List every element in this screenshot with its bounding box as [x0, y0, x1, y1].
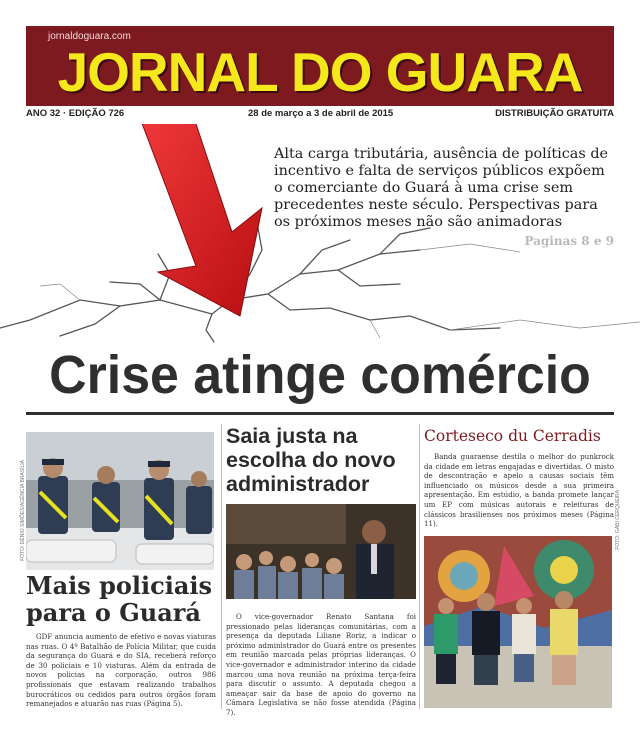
police-photo[interactable] — [26, 432, 214, 570]
edition-dates: 28 de março a 3 de abril de 2015 — [248, 108, 394, 119]
band-photo[interactable] — [424, 536, 612, 708]
corteseco-headline[interactable]: Corteseco du Cerradis — [424, 427, 601, 445]
band-photo-credit: FOTO: GABI CERQUEIRA — [615, 490, 621, 550]
masthead — [26, 26, 614, 106]
lead-paragraph: Alta carga tributária, ausência de políticas de incentivo e falta de serviços públicos expõem o comerciante do Guará à uma crise sem precedentes neste século. Perspectivas para os próximos meses não são animadoras — [274, 146, 609, 230]
headline-rule — [26, 412, 614, 415]
police-body: GDF anuncia aumento de efetivo e novas viaturas nas ruas. O 4º Batalhão de Polícia Militar, que cuida da segurança do Guará e do SIA, receberá reforço de 30 policiais e 10 viaturas. Além da entrada de novos policias na corporação, outros 986 profissionais que estavam realizando trabalhos burocráticos ou cedidos para outros órgãos foram remanejados e atuarão nas ruas (Página 5). — [26, 632, 216, 709]
police-photo-credit: FOTO: DÊNIO SIMÕES/AGÊNCIA BRASÍLIA — [20, 460, 26, 561]
site-url[interactable]: jornaldoguara.com — [48, 31, 131, 42]
column-divider — [419, 424, 420, 709]
saia-headline[interactable]: Saia justa na escolha do novo administrador — [226, 424, 396, 496]
corteseco-body: Banda guaraense destila o melhor do punkrock da cidade em letras engajadas e divertidas. O misto de descontração e apelo a causas sociais têm influenciado os músicos desde a sua primeira apresentação. Em estúdio, a banda promete lançar um EP com músicas autorais e releituras de clássicos brasilienses nos próximos meses (Página 11). — [424, 452, 614, 529]
column-divider — [221, 424, 222, 709]
newspaper-title: JORNAL DO GUARA — [57, 41, 583, 103]
edition-bar — [26, 108, 614, 122]
lead-page-reference[interactable]: Paginas 8 e 9 — [524, 234, 614, 248]
arrow-body-icon — [140, 124, 262, 316]
meeting-photo[interactable] — [226, 504, 416, 599]
police-headline[interactable]: Mais policiais para o Guará — [26, 571, 213, 627]
issue-number: ANO 32 · EDIÇÃO 726 — [26, 108, 125, 119]
main-headline[interactable]: Crise atinge comércio — [49, 345, 591, 405]
distribution-note: DISTRIBUIÇÃO GRATUITA — [495, 108, 614, 119]
saia-body: O vice-governador Renato Santana foi pressionado pelas lideranças comunitárias, com a presença da deputada Liliane Roriz, a indicar o próximo administrador do Guará entre os presentes em reunião marcada pelas próprias lideranças. O vice-governador e administrador interino da cidade marcou uma nova reunião na próxima terça-feira para discutir o assunto. A deputada chegou a ameaçar sair da base de apoio do governo na Câmara Legislativa se não fosse atendida (Página 7). — [226, 612, 416, 717]
